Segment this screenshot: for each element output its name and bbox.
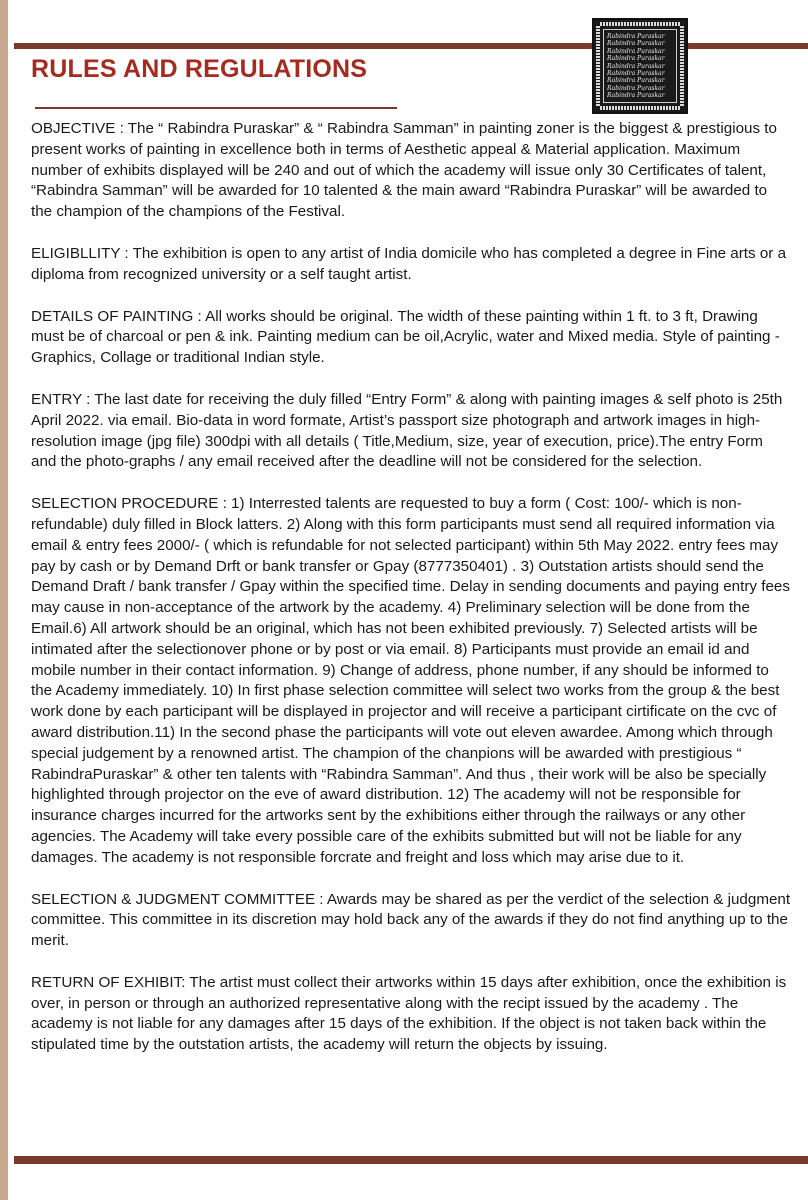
section-entry: ENTRY : The last date for receiving the duly filled “Entry Form” & along with painting images & self photo is 25th April 2022. via email. Bio-data in word formate, Artist’s passport size photograph and artwork images in high-resolution image (jpg file) 300dpi with all details ( Title,Medium, size, year of execution, price).The entry Form and the photo-graphs / any email received after the deadline will not be considered for the selection. (31, 390, 783, 471)
logo-text-block (603, 29, 677, 103)
logo-text-line: Rabindra Puraskar (607, 69, 665, 77)
section-painting-details: DETAILS OF PAINTING : All works should be original. The width of these painting within 1 ft. to 3 ft, Drawing must be of charcoal or pen & ink. Painting medium can be oil,Acrylic, water and Mixed media. Style of painting - Graphics, Collage or traditional Indian style. (31, 307, 780, 367)
logo-text-line: Rabindra Puraskar (607, 62, 665, 70)
section-selection-procedure: SELECTION PROCEDURE : 1) Interrested talents are requested to buy a form ( Cost: 100/- which is non-refundable) duly filled in Block latters. 2) Along with this form participants must send all required information via email & entry fees 2000/- ( which is refundable for not selected participant) within 5th May 2022. entry fees may pay by cash or by Demand Drft or bank transfer or Gpay (8777350401) . 3) Outstation artists should send the Demand Draft / bank transfer / Gpay within the specified time. Delay in sending documents and paying entry fees may cause in non-acceptance of the artwork by the academy. 4) Preliminary selection will be done from the Email.6) All artwork should be an original, which has not been exhibited previously. 7) Selected artists will be intimated after the selectionover phone or by post or via email. 8) Participants must provide an email id and mobile number in their contact information. 9) Change of address, phone number, if any should be informed to the Academy immediately. 10) In first phase selection committee will select two works from the group & the best work done by each participant will be displayed in projector and will receive a participant cirtificate on the cvc of award distribution.11) In the second phase the participants will vote out eleven awardee. Among which through special judgement by a renowned artist. The champion of the chanpions will be awarded with prestigious “ RabindraPuraskar” & other ten talents with “Rabindra Samman”. And thus , their work will be also be specially highlighted through projector on the eve of award distribution. 12) The academy will not be responsible for insurance charges incurred for the artworks sent by the exhibitions either through the railways or any other agencies. The Academy will take every possible care of the exhibits submitted but will not be liable for any damages. The academy is not responsible forcrate and freight and loss which may arise due to it. (31, 495, 790, 866)
logo-text-line: Rabindra Puraskar (607, 47, 665, 55)
section-return-of-exhibit (31, 973, 791, 1056)
top-divider-bar (14, 43, 808, 49)
logo-text-line: Rabindra Puraskar (607, 33, 665, 40)
logo-border-band-right (680, 26, 684, 106)
logo-border-band-top (600, 22, 680, 26)
return-of-exhibit-line-1: RETURN OF EXHIBIT: The artist must collect their artworks within 15 days after exhibition, once the exhibition is (31, 973, 787, 991)
logo-text-line: Rabindra Puraskar (607, 40, 665, 48)
rules-content (31, 119, 791, 1056)
logo-border-band-bottom (600, 106, 680, 110)
bottom-divider-bar (14, 1156, 808, 1164)
page-title: RULES AND REGULATIONS (31, 55, 368, 83)
logo-border-band-left (596, 26, 600, 106)
academy-logo (592, 18, 688, 114)
logo-text-line: Rabindra Puraskar (607, 77, 665, 85)
left-border-strip (0, 0, 8, 1200)
section-judgment-committee: SELECTION & JUDGMENT COMMITTEE : Awards may be shared as per the verdict of the selection & judgment committee. This committee in its discretion may hold back any of the awards if they do not find anything up to the merit. (31, 890, 791, 950)
logo-text-line: Rabindra Puraskar (607, 84, 665, 92)
section-objective: OBJECTIVE : The “ Rabindra Puraskar” & “ Rabindra Samman” in painting zoner is the biggest & prestigious to present works of painting in excellence both in terms of Aesthetic appeal & Material application. Maximum number of exhibits displayed will be 240 and out of which the academy will issue only 30 Certificates of talent, “Rabindra Samman” will be awarded for 10 talented & the main award “Rabindra Puraskar” will be awarded to the champion of the champions of the Festival. (31, 120, 777, 221)
title-underline (35, 107, 397, 109)
logo-text-line: Rabindra Puraskar (607, 92, 665, 99)
section-eligibility: ELIGIBLLITY : The exhibition is open to any artist of India domicile who has completed a degree in Fine arts or a diploma from recognized university or a self taught artist. (31, 244, 787, 283)
return-of-exhibit-line-2: over, in person or through an authorized representative along with the recipt issued by the academy . The academy is not liable for any damages after 15 days of the exhibition. If the object is not taken back within the stipulated time by the outstation artists, the academy will return the objects by issuing. (31, 994, 767, 1054)
logo-text-line: Rabindra Puraskar (607, 55, 665, 63)
